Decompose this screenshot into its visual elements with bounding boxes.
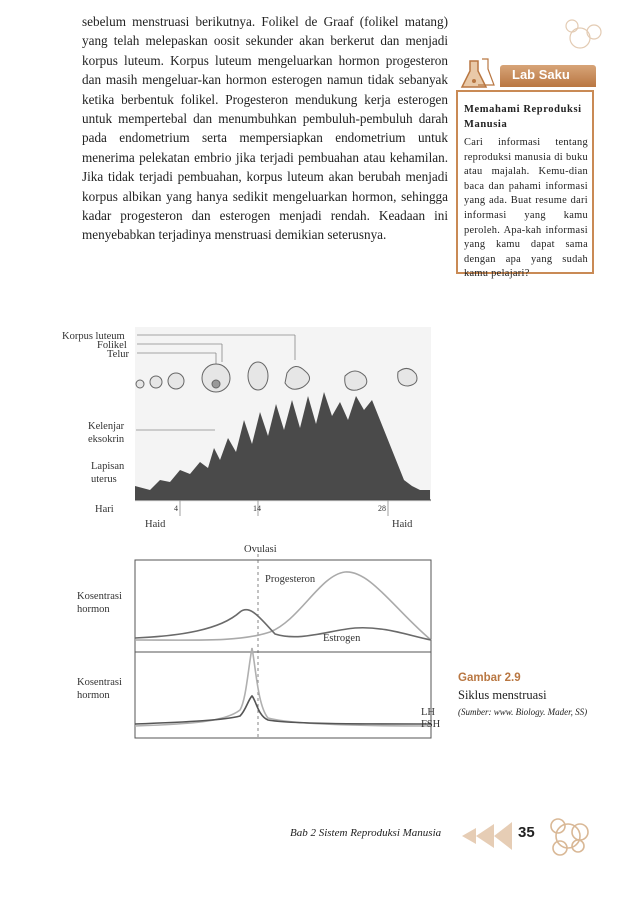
flower-ornament-top: [566, 20, 601, 48]
label-fsh: FSH: [421, 719, 441, 730]
label-hari: Hari: [95, 504, 114, 515]
follicle-stage-3: [168, 373, 184, 389]
label-ovulasi: Ovulasi: [244, 544, 277, 555]
follicle-stage-2: [150, 376, 162, 388]
page-number: 35: [518, 824, 535, 841]
label-kosentrasi-hormon-1: Kosentrasi hormon: [77, 591, 122, 615]
label-day-14: 14: [253, 504, 261, 513]
label-korpus-luteum: Korpus luteum: [62, 331, 125, 342]
figure-source: (Sumber: www. Biology. Mader, SS): [458, 707, 588, 717]
label-progesteron: Progesteron: [265, 574, 316, 585]
footer-arrows: [462, 822, 512, 850]
egg: [212, 380, 220, 388]
flower-ornament: [551, 819, 588, 855]
label-kosentrasi-hormon-2: Kosentrasi hormon: [77, 677, 122, 701]
lab-saku-title: Lab Saku: [512, 67, 570, 82]
label-haid-right: Haid: [392, 519, 413, 530]
ruptured-follicle: [248, 362, 268, 390]
label-folikel: Folikel: [97, 340, 127, 351]
figure-number: Gambar 2.9: [458, 672, 521, 684]
footer-chapter: Bab 2 Sistem Reproduksi Manusia: [290, 827, 442, 839]
label-lapisan-uterus: Lapisan uterus: [91, 461, 125, 485]
lab-saku-box-text: Cari informasi tentang reproduksi manusia di buku atau majalah. Kemu-dian baca dan pahami informasi yang ada. Buat resume dari informasi yang kamu peroleh. Apa-kah informasi yang kamu dapat sama dengan apa yang sudah kamu pelajari?: [464, 137, 588, 280]
label-lh: LH: [421, 707, 435, 718]
figure-title: Siklus menstruasi: [458, 688, 547, 702]
label-telur: Telur: [107, 349, 130, 360]
label-day-28: 28: [378, 504, 386, 513]
lab-saku-box-title: Memahami Reproduksi Manusia: [464, 104, 582, 130]
label-estrogen: Estrogen: [323, 633, 361, 644]
chart-frame: [135, 560, 431, 738]
label-haid-left: Haid: [145, 519, 166, 530]
follicle-stage-1: [136, 380, 144, 388]
label-kelenjar-eksokrin: Kelenjar eksokrin: [88, 421, 125, 445]
paragraph-text: sebelum menstruasi berikutnya. Folikel de Graaf (folikel matang) yang telah melepaskan oosit sekunder akan berkerut dan menjadi korpus luteum. Korpus luteum mengeluarkan hormon progesteron dan masih mengeluar-kan hormon esterogen namun tidak sebanyak ketika berbentuk folikel. Progesteron mendukung kerja esterogen untuk mempertebal dan menumbuhkan pembuluh-pembuluh darah pada endometrium serta mempersiapkan endometrium untuk menerima pelekatan embrio jika terjadi pembuahan atau kehamilan. Jika tidak terjadi pembuahan, korpus luteum akan berubah menjadi korpus albikan yang hanya sedikit mengeluarkan hormon, sehingga kadar progesteron dan esterogen menjadi rendah. Keadaan ini menyebabkan terjadinya menstruasi demikian seterusnya.: [82, 14, 448, 243]
label-day-4: 4: [174, 504, 178, 513]
